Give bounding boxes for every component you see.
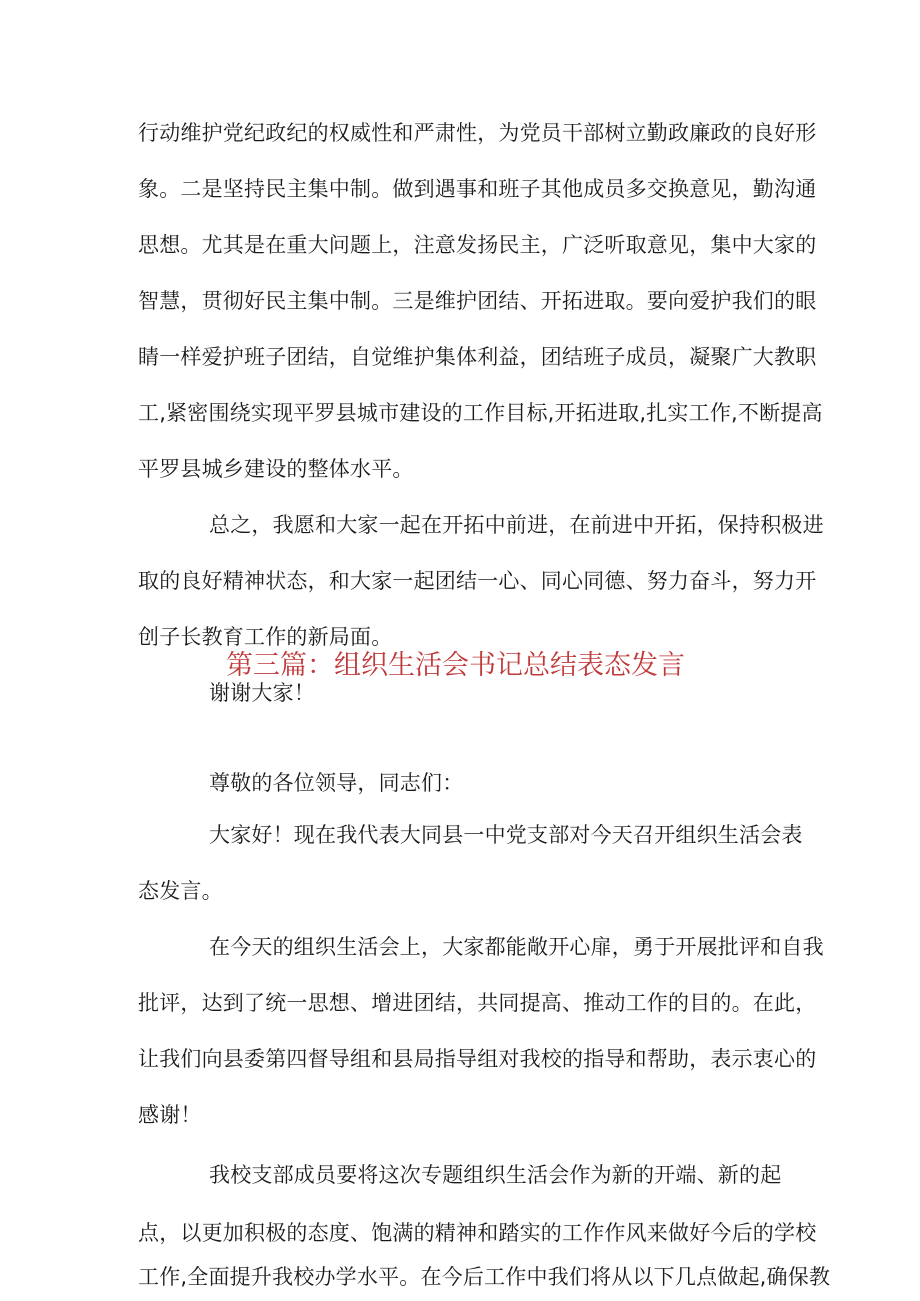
paragraph-line: 工作,全面提升我校办学水平。在今后工作中我们将从以下几点做起,确保教 [138, 1265, 831, 1289]
section-title: 第三篇：组织生活会书记总结表态发言 [226, 650, 685, 681]
paragraph-line: 总之，我愿和大家一起在开拓中前进，在前进中开拓，保持积极进 [209, 513, 824, 537]
paragraph-line: 创子长教育工作的新局面。 [138, 625, 393, 649]
paragraph-line: 点，以更加积极的态度、饱满的精神和踏实的工作作风来做好今后的学校 [138, 1221, 817, 1245]
paragraph-line: 象。二是坚持民主集中制。做到遇事和班子其他成员多交换意见，勤沟通 [138, 177, 817, 201]
paragraph-line: 取的良好精神状态，和大家一起团结一心、同心同德、努力奋斗，努力开 [138, 569, 817, 593]
salutation: 尊敬的各位领导，同志们： [209, 771, 464, 795]
paragraph-line: 态发言。 [138, 879, 223, 903]
paragraph-line: 批评，达到了统一思想、增进团结，共同提高、推动工作的目的。在此， [138, 991, 817, 1015]
paragraph-line: 睛一样爱护班子团结，自觉维护集体利益，团结班子成员，凝聚广大教职 [138, 345, 817, 369]
paragraph-line: 工,紧密围绕实现平罗县城市建设的工作目标,开拓进取,扎实工作,不断提高 [138, 401, 823, 425]
paragraph-line: 大家好！现在我代表大同县一中党支部对今天召开组织生活会表 [209, 823, 803, 847]
paragraph-line: 在今天的组织生活会上，大家都能敞开心扉，勇于开展批评和自我 [209, 935, 824, 959]
paragraph-line: 行动维护党纪政纪的权威性和严肃性，为党员干部树立勤政廉政的良好形 [138, 121, 817, 145]
paragraph-line: 感谢！ [138, 1103, 202, 1127]
paragraph-line: 平罗县城乡建设的整体水平。 [138, 457, 414, 481]
thanks-line: 谢谢大家！ [209, 681, 315, 705]
paragraph-line: 智慧，贯彻好民主集中制。三是维护团结、开拓进取。要向爱护我们的眼 [138, 289, 817, 313]
paragraph-line: 思想。尤其是在重大问题上，注意发扬民主，广泛听取意见，集中大家的 [138, 233, 817, 257]
paragraph-line: 让我们向县委第四督导组和县局指导组对我校的指导和帮助，表示衷心的 [138, 1047, 817, 1071]
paragraph-line: 我校支部成员要将这次专题组织生活会作为新的开端、新的起 [209, 1163, 782, 1187]
